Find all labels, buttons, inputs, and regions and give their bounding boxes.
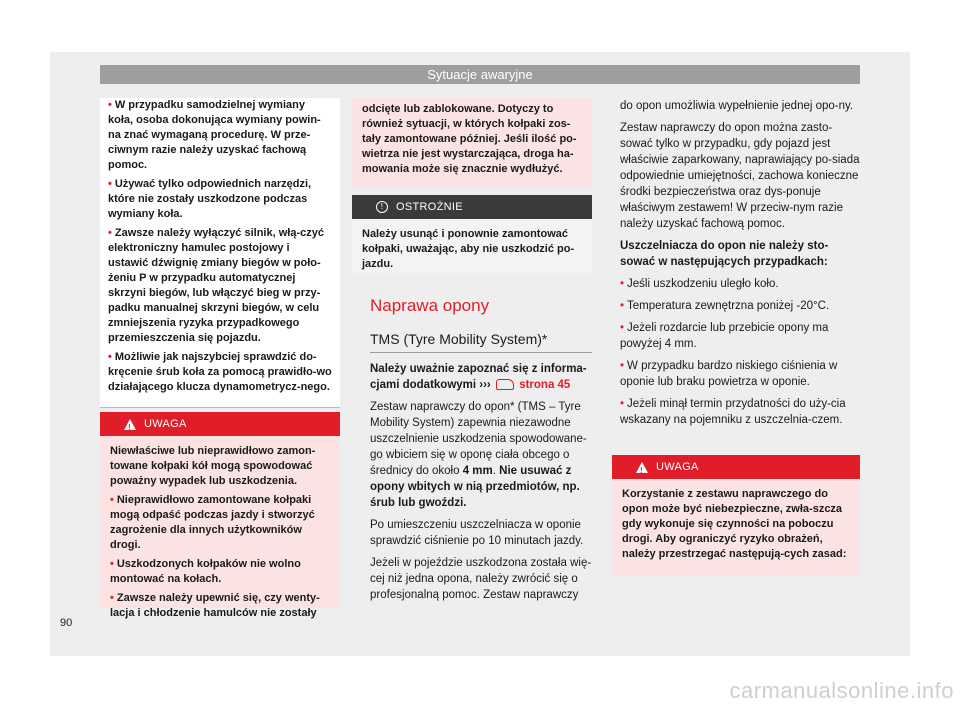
paragraph: Jeżeli w pojeździe uszkodzona została wię-cej niż jedna opona, należy zwrócić się o profesjonalną pomoc. Zestaw naprawczy [370,557,592,601]
caution-text: Należy usunąć i ponownie zamontować kołpaki, uważając, aby nie uszkodzić po-jazdu. [362,228,575,270]
bullet-icon: • [108,227,112,239]
caution-title: OSTROŻNIE [396,200,463,213]
section-title: Naprawa opony [370,296,490,315]
paragraph: Po umieszczeniu uszczelniacza w oponie sprawdzić ciśnienie po 10 minutach jazdy. [370,519,584,547]
warning-intro: Niewłaściwe lub nieprawidłowo zamon-towane kołpaki kół mogą spowodować poważny wypadek lub uszkodzenia. [110,445,316,487]
list-item: • Jeżeli rozdarcie lub przebicie opony ma powyżej 4 mm. [620,322,829,350]
warning-box-1 [100,412,340,619]
warning-header [100,412,340,436]
paragraph: Zestaw naprawczy do opon* (TMS – Tyre Mobility System) zapewnia niezawodne uszczelnienie uszkodzenia spowodowane-go wbiciem się w oponę ciała obcego o średnicy do około 4 mm. Nie usuwać z opony wbitych w nią przedmiotów, np. śrub lub gwoździ. [370,401,587,509]
info-icon: ! [376,201,388,213]
watermark: carmanualsonline.info [729,678,954,703]
bullet-icon: • [108,178,112,190]
page-header: Sytuacje awaryjne [100,65,860,84]
list-item: • Uszkodzonych kołpaków nie wolno montować na kołach. [110,558,301,585]
warning-continuation-box [352,98,592,188]
list-heading: Uszczelniacza do opon nie należy sto-sować w następujących przypadkach: [620,240,829,268]
warning-triangle-icon [124,419,136,430]
warning-continuation-text: odcięte lub zablokowane. Dotyczy to również sytuacji, w których kołpaki zos-tały zamontowane później. Jeśli ilość po-wietrza nie jest wystarczająca, droga ha-mowania może się znacznie wydłużyć. [362,103,577,175]
subsection-title: TMS (Tyre Mobility System)* [370,331,548,347]
bullet-icon: • [108,351,112,363]
bullet-icon: • [108,99,112,111]
list-item: • Temperatura zewnętrzna poniżej -20°C. [620,300,830,312]
warning-box-2 [612,455,860,575]
car-icon [496,379,514,390]
warning-header [612,455,860,479]
paragraph: do opon umożliwia wypełnienie jednej opo-ny. [620,100,854,112]
bullet-box-1 [100,98,340,408]
warning-triangle-icon [636,462,648,473]
page-link[interactable]: strona 45 [519,379,571,391]
list-item: • Zawsze należy wyłączyć silnik, włą-czyć elektroniczny hamulec postojowy i ustawić dźwignię zmiany biegów w poło-żeniu P w przypadku automatycznej skrzyni biegów, lub włączyć bieg w przy-padku manualnej skrzyni biegów, w celu zmniejszenia ryzyka przypadkowego przemieszczenia się pojazdu. [108,227,324,344]
list-item: • Jeżeli minął termin przydatności do uży-cia wskazany na pojemniku z uszczelnia-czem. [620,398,846,426]
list-item: • W przypadku samodzielnej wymiany koła, osoba dokonująca wymiany powin-na znać wymaganą procedurę. W prze-ciwnym razie należy uzyskać fachową pomoc. [108,99,321,171]
caution-box [352,195,592,273]
list-item: • W przypadku bardzo niskiego ciśnienia w oponie lub braku powietrza w oponie. [620,360,838,388]
warning-title: UWAGA [656,460,699,473]
list-item: • Jeśli uszkodzeniu uległo koło. [620,278,779,290]
warning-text: Korzystanie z zestawu naprawczego do opon może być niebezpieczne, zwła-szcza gdy wykonuje się czynności na poboczu drogi. Aby ograniczyć ryzyko obrażeń, należy przestrzegać następują-cych zasad: [622,488,847,560]
list-item: • Możliwie jak najszybciej sprawdzić do-kręcenie śrub koła za pomocą prawidło-wo działającego klucza dynamometrycz-nego. [108,351,332,393]
intro-paragraph: Należy uważnie zapoznać się z informa-cjami dodatkowymi ››› strona 45 [370,363,587,391]
divider [370,352,592,353]
column-2-text [370,361,594,609]
list-item: • Zawsze należy upewnić się, czy wenty-lacja i chłodzenie hamulców nie zostały [110,592,320,619]
caution-header [352,195,592,219]
list-item: • Nieprawidłowo zamontowane kołpaki mogą odpaść podczas jazdy i stworzyć zagrożenie dla innych użytkowników drogi. [110,494,315,551]
list-item: • Używać tylko odpowiednich narzędzi, które nie zostały uszkodzone podczas wymiany koła. [108,178,312,220]
paragraph: Zestaw naprawczy do opon można zasto-sować tylko w przypadku, gdy pojazd jest właściwie zaparkowany, naprawiający po-siada odpowiednie umiejętności, zachowa konieczne środki bezpieczeństwa oraz dys-ponuje właściwym zestawem! W przeciw-nym razie należy uzyskać fachową pomoc. [620,122,860,230]
column-3-text [620,98,860,434]
warning-title: UWAGA [144,417,187,430]
page-number: 90 [60,617,73,629]
